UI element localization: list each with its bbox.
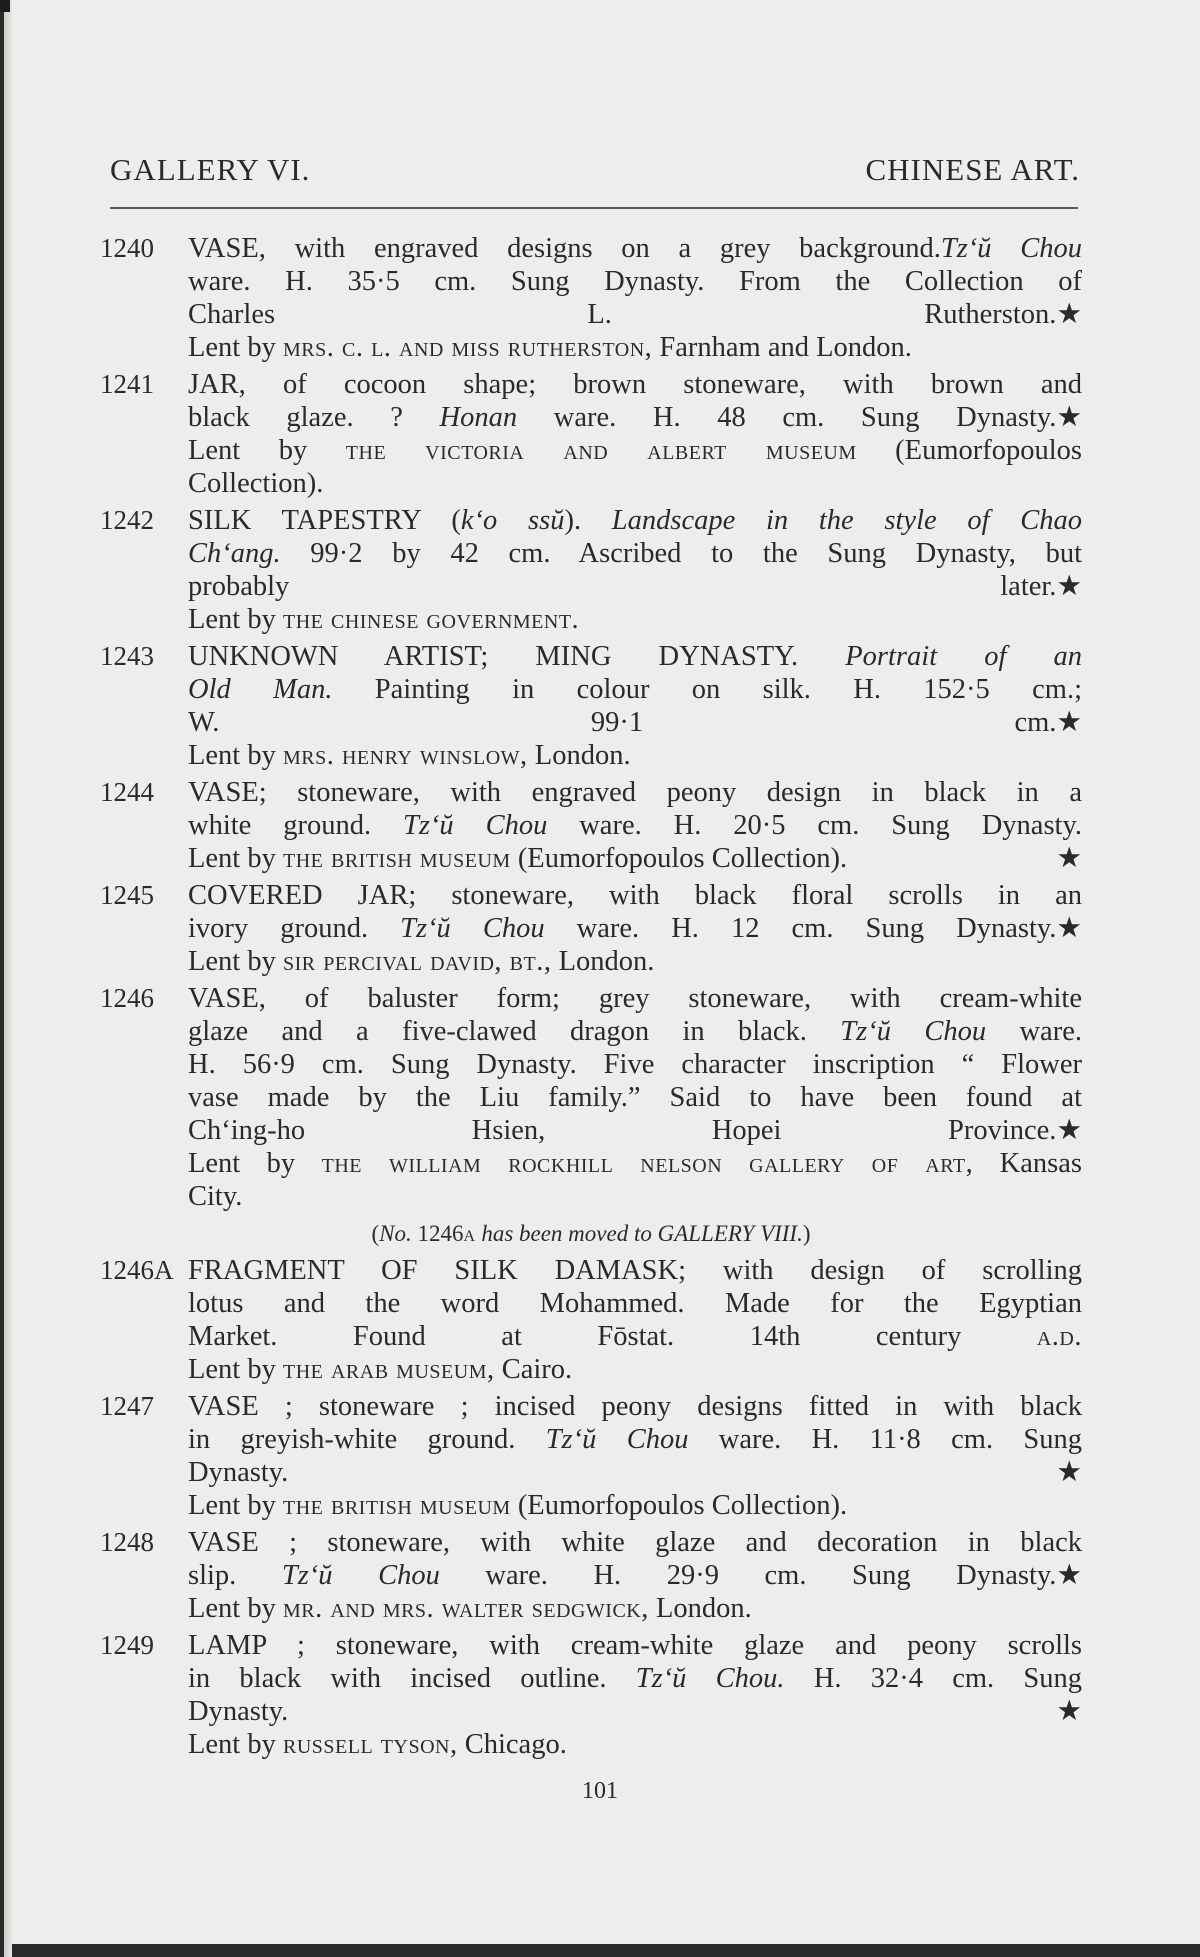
entry-line [188, 537, 1082, 570]
star-icon: ★ [1056, 707, 1082, 738]
line-text: VASE ; stoneware, with white glaze and decoration in black [188, 1527, 1082, 1558]
entry-line [188, 570, 1082, 603]
line-text: SILK TAPESTRY ( [188, 505, 461, 536]
lender-name: mr. and mrs. walter sedgwick, [282, 1593, 649, 1624]
entry-line [188, 982, 1082, 1015]
entry-line [188, 1353, 1082, 1386]
line-text: black glaze. ? [188, 402, 440, 433]
italic-text: Honan [439, 402, 518, 433]
lender-name: mrs. c. l. and miss rutherston, [282, 332, 653, 363]
line-text: VASE ; stoneware ; incised peony designs fitted in with black [188, 1391, 1082, 1422]
entry-line [188, 265, 1082, 298]
header-rule [110, 207, 1078, 209]
line-text: H. 56·9 cm. Sung Dynasty. Five character inscription “ Flower [188, 1049, 1082, 1080]
line-text: Lent by [188, 1148, 322, 1179]
entry-line [188, 945, 1082, 978]
line-text: Kansas [973, 1148, 1082, 1179]
italic-text: Landscape in the style of Chao [611, 505, 1082, 536]
line-text: Lent by [188, 1490, 283, 1521]
line-text: H. 32·4 cm. Sung [784, 1663, 1082, 1694]
entry-number: 1247 [100, 1391, 154, 1421]
entry-line [188, 1526, 1082, 1559]
line-text: Market. Found at Fōstat. 14th century [188, 1321, 1037, 1352]
entry-line [188, 434, 1082, 467]
entry-number: 1245 [100, 880, 154, 910]
line-text: Collection). [188, 468, 324, 499]
entry-line [188, 298, 1082, 331]
entry-line [188, 739, 1082, 772]
italic-text: Tz‘ŭ Chou [840, 1016, 987, 1047]
entry-line [188, 1559, 1082, 1592]
entry-line [188, 467, 1082, 500]
line-text: ware. H. 48 cm. Sung Dynasty. [517, 402, 1057, 433]
line-text: FRAGMENT OF SILK DAMASK; with design of scrolling [188, 1255, 1082, 1286]
line-text: probably later. [188, 571, 1057, 602]
catalogue-entry [100, 640, 1082, 772]
line-text: ware. H. 35·5 cm. Sung Dynasty. From the Collection of [188, 266, 1082, 297]
line-text: Lent by [188, 332, 283, 363]
line-text: COVERED JAR; stoneware, with black floral scrolls in an [188, 880, 1082, 911]
line-text: ware. H. 11·8 cm. Sung [688, 1424, 1082, 1455]
entry-line [188, 1489, 1082, 1522]
line-text: Cairo. [494, 1354, 573, 1385]
line-text: LAMP ; stoneware, with cream-white glaze and peony scrolls [188, 1630, 1082, 1661]
italic-text: Tz‘ŭ Chou [400, 913, 545, 944]
line-text: Lent by [188, 740, 283, 771]
entry-line [188, 1592, 1082, 1625]
note-no: No. [379, 1221, 412, 1246]
line-text: in greyish-white ground. [188, 1424, 546, 1455]
line-text: London. [648, 1593, 752, 1624]
line-text: Dynasty. [188, 1457, 289, 1488]
lender-name: russell tyson, [282, 1729, 458, 1760]
entry-number: 1249 [100, 1630, 154, 1660]
entry-line [188, 232, 1082, 265]
entry-line [188, 1695, 1082, 1728]
note-suffix: a [463, 1221, 476, 1246]
page-bottom-edge [12, 1944, 1200, 1957]
italic-text: Tz‘ŭ Chou [545, 1424, 689, 1455]
catalogue-entry [100, 1526, 1082, 1625]
line-text: (Eumorfopoulos Collection). [510, 843, 848, 874]
entry-line [188, 1015, 1082, 1048]
entry-line [188, 1254, 1082, 1287]
catalogue-entry [100, 776, 1082, 875]
entry-line [188, 603, 1082, 636]
lender-name: the victoria and albert museum [345, 435, 857, 466]
star-icon: ★ [1056, 1560, 1082, 1591]
entry-line [188, 842, 1082, 875]
lender-name: the british museum [282, 843, 511, 874]
entry-number: 1244 [100, 777, 154, 807]
note-text: has been moved to GALLERY VIII. [475, 1221, 803, 1246]
entry-line [188, 640, 1082, 673]
italic-text: Tz‘ŭ Chou [940, 233, 1083, 264]
entry-line [188, 1320, 1082, 1353]
line-text: Dynasty. [188, 1696, 289, 1727]
catalogue-entry [100, 879, 1082, 978]
entry-line [188, 1456, 1082, 1489]
star-icon: ★ [1056, 402, 1082, 433]
line-text: VASE, of baluster form; grey stoneware, with cream-white [188, 983, 1082, 1014]
line-text: Lent by [188, 604, 283, 635]
catalogue-entry [100, 368, 1082, 500]
catalogue-entry [100, 1390, 1082, 1522]
entry-number: 1242 [100, 505, 154, 535]
line-text: ware. H. 12 cm. Sung Dynasty. [544, 913, 1057, 944]
line-text: vase made by the Liu family.” Said to have been found at [188, 1082, 1082, 1113]
star-icon: ★ [1056, 843, 1082, 874]
running-header [110, 152, 1080, 192]
line-text: ware. H. 20·5 cm. Sung Dynasty. [547, 810, 1082, 841]
line-text: UNKNOWN ARTIST; MING DYNASTY. [188, 641, 846, 672]
entry-line [188, 504, 1082, 537]
lender-name: the chinese government. [282, 604, 580, 635]
line-text: ware. [986, 1016, 1082, 1047]
line-text: W. 99·1 cm. [188, 707, 1057, 738]
entry-line [188, 879, 1082, 912]
line-text: Farnham and London. [652, 332, 912, 363]
page-gutter [4, 0, 12, 1957]
entry-number: 1246 [100, 983, 154, 1013]
line-text: glaze and a five-clawed dragon in black. [188, 1016, 841, 1047]
entry-line [188, 776, 1082, 809]
line-text: VASE, with engraved designs on a grey background. [188, 233, 941, 264]
lender-name: mrs. henry winslow, [282, 740, 528, 771]
line-text: (Eumorfopoulos [856, 435, 1082, 466]
lender-name: the william rockhill nelson gallery of art, [321, 1148, 974, 1179]
line-text: Ch‘ing-ho Hsien, Hopei Province. [188, 1115, 1057, 1146]
note-paren-open: ( [371, 1221, 380, 1246]
line-text: white ground. [188, 810, 403, 841]
line-text: Lent by [188, 1729, 283, 1760]
star-icon: ★ [1056, 913, 1082, 944]
entry-line [188, 331, 1082, 364]
catalogue-entry [100, 504, 1082, 636]
catalogue-entry [100, 232, 1082, 364]
line-text: Painting in colour on silk. H. 152·5 cm.; [332, 674, 1082, 705]
star-icon: ★ [1056, 1457, 1082, 1488]
catalogue-entry [100, 1254, 1082, 1386]
entry-number: 1243 [100, 641, 154, 671]
line-text: VASE; stoneware, with engraved peony design in black in a [188, 777, 1082, 808]
header-gallery: GALLERY VI. [110, 152, 311, 187]
catalogue-entry [100, 982, 1082, 1213]
lender-name: sir percival david, bt., [282, 946, 552, 977]
lender-name: the british museum [282, 1490, 511, 1521]
line-text: Lent by [188, 843, 283, 874]
line-text: Lent by [188, 1354, 283, 1385]
line-text: Charles L. Rutherston. [188, 299, 1057, 330]
line-text: in black with incised outline. [188, 1663, 636, 1694]
entry-line [188, 1081, 1082, 1114]
italic-text: Tz‘ŭ Chou [281, 1560, 440, 1591]
catalogue-entries [100, 232, 1082, 1765]
entry-line [188, 1114, 1082, 1147]
line-text: (Eumorfopoulos Collection). [510, 1490, 848, 1521]
entry-line [188, 1629, 1082, 1662]
italic-text: Tz‘ŭ Chou [402, 810, 548, 841]
italic-text: Old Man. [188, 674, 333, 705]
star-icon: ★ [1056, 1115, 1082, 1146]
lender-name: the arab museum, [282, 1354, 495, 1385]
entry-line [188, 706, 1082, 739]
line-text: lotus and the word Mohammed. Made for the Egyptian [188, 1288, 1082, 1319]
note-paren-close: ) [802, 1221, 811, 1246]
entry-number: 1241 [100, 369, 154, 399]
star-icon: ★ [1056, 299, 1082, 330]
header-section: CHINESE ART. [865, 152, 1080, 187]
line-text: London. [551, 946, 655, 977]
star-icon: ★ [1056, 1696, 1082, 1727]
corner-mark [0, 0, 10, 12]
line-text: 99·2 by 42 cm. Ascribed to the Sung Dynasty, but [280, 538, 1082, 569]
lender-name: a.d. [1036, 1321, 1082, 1352]
line-text: ). [564, 505, 612, 536]
italic-text: k‘o ssŭ [460, 505, 565, 536]
line-text: Lent by [188, 1593, 283, 1624]
italic-text: Portrait of an [845, 641, 1082, 672]
entry-line [188, 1048, 1082, 1081]
line-text: JAR, of cocoon shape; brown stoneware, with brown and [188, 369, 1082, 400]
entry-line [188, 1147, 1082, 1180]
star-icon: ★ [1056, 571, 1082, 602]
entry-line [188, 1728, 1082, 1761]
line-text: City. [188, 1181, 243, 1212]
entry-line [188, 1390, 1082, 1423]
line-text: Lent by [188, 946, 283, 977]
entry-line [188, 1662, 1082, 1695]
relocation-note [100, 1217, 1082, 1250]
entry-line [188, 401, 1082, 434]
entry-line [188, 368, 1082, 401]
italic-text: Ch‘ang. [188, 538, 281, 569]
entry-line [188, 912, 1082, 945]
line-text: ivory ground. [188, 913, 401, 944]
catalogue-entry [100, 1629, 1082, 1761]
entry-line [188, 673, 1082, 706]
entry-line [188, 809, 1082, 842]
line-text: ware. H. 29·9 cm. Sung Dynasty. [439, 1560, 1057, 1591]
entry-number: 1240 [100, 233, 154, 263]
line-text: Lent by [188, 435, 346, 466]
line-text: slip. [188, 1560, 282, 1591]
entry-number: 1246A [100, 1255, 174, 1285]
entry-line [188, 1180, 1082, 1213]
note-number: 1246 [411, 1221, 464, 1246]
line-text: Chicago. [457, 1729, 567, 1760]
italic-text: Tz‘ŭ Chou. [635, 1663, 785, 1694]
entry-line [188, 1287, 1082, 1320]
page-number: 101 [582, 1778, 618, 1804]
entry-number: 1248 [100, 1527, 154, 1557]
line-text: London. [527, 740, 631, 771]
entry-line [188, 1423, 1082, 1456]
